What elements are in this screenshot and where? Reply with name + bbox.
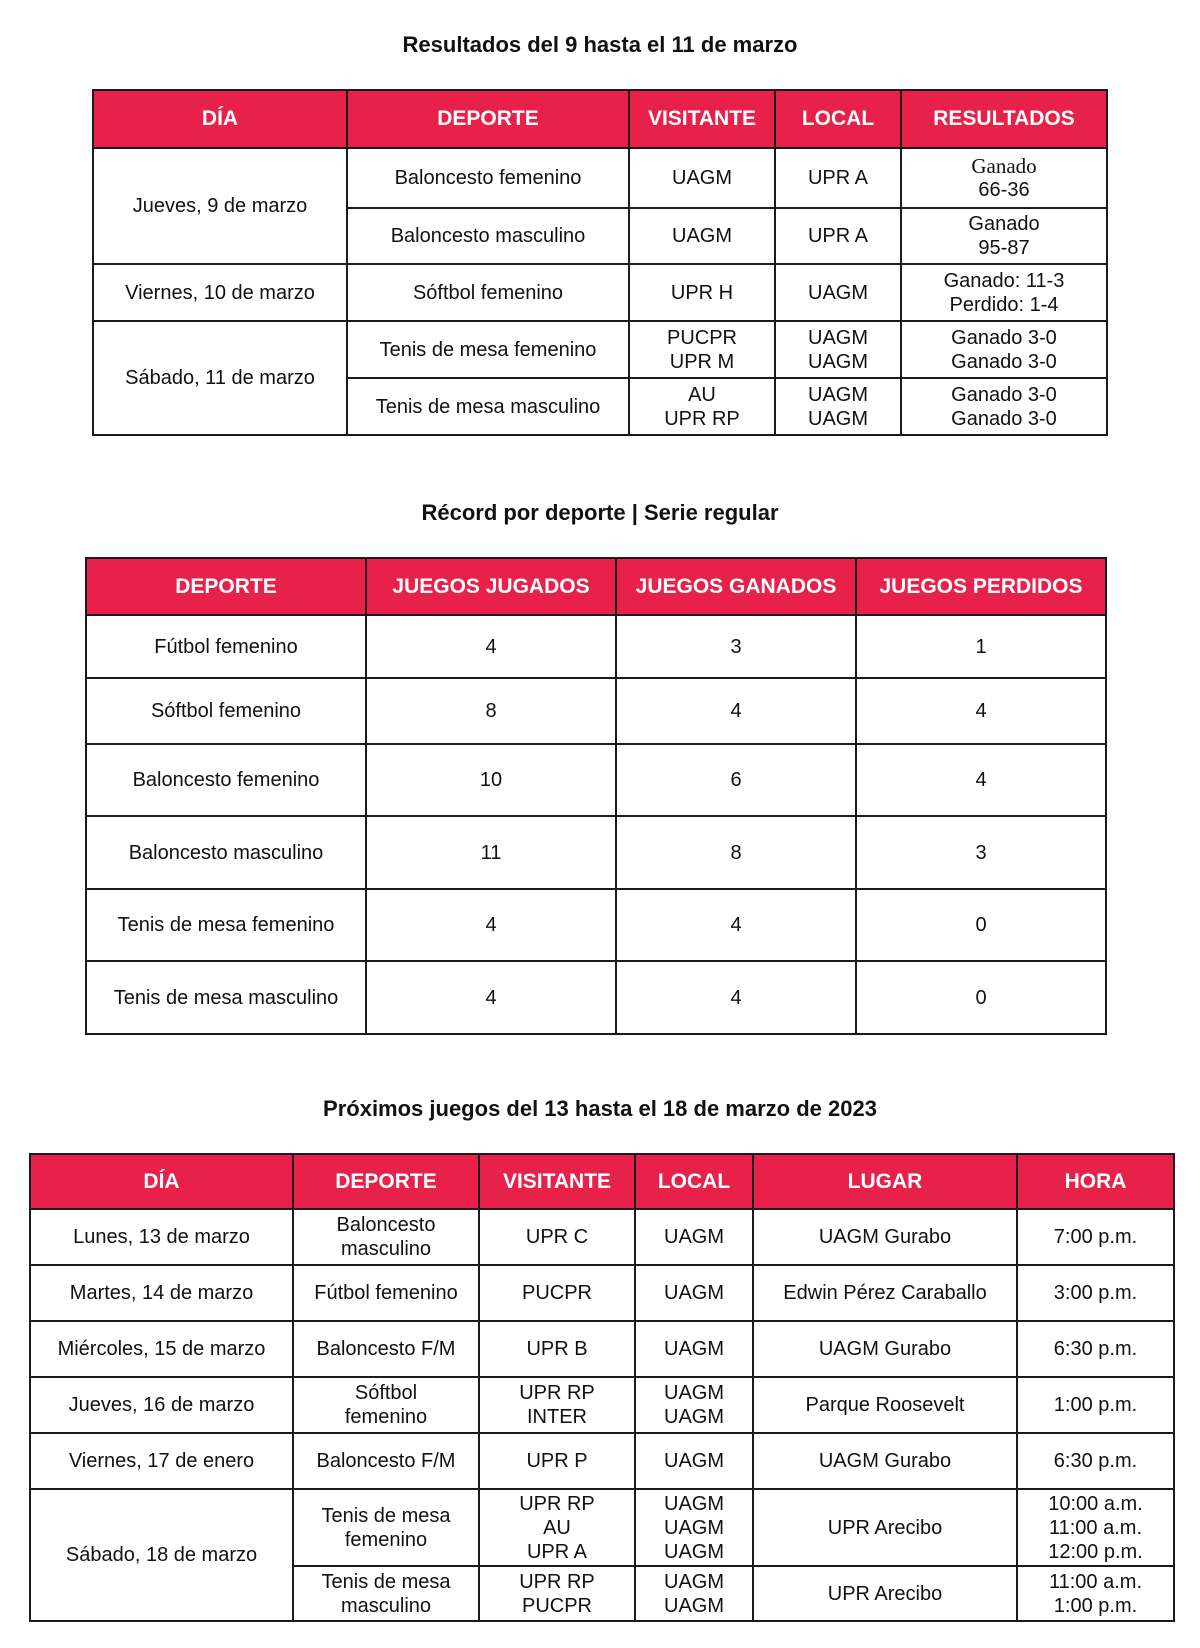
lost-cell: 4	[856, 678, 1106, 744]
local-line: UAGM	[664, 1406, 724, 1428]
time-cell: 3:00 p.m.	[1017, 1265, 1174, 1321]
record-title: Récord por deporte | Serie regular	[421, 500, 779, 525]
lost-cell: 1	[856, 615, 1106, 678]
local-cell: UAGM	[635, 1433, 753, 1489]
table-row	[30, 1209, 1174, 1265]
sport-cell: Fútbol femenino	[86, 615, 366, 678]
result-line: Ganado 3-0	[951, 326, 1057, 349]
local-cell: UAGM	[635, 1265, 753, 1321]
sport-cell: Tenis de mesa femenino	[347, 321, 629, 378]
time-line: 10:00 a.m.	[1048, 1492, 1143, 1515]
time-cell: 6:30 p.m.	[1017, 1433, 1174, 1489]
sport-line: Baloncesto	[336, 1214, 436, 1236]
day-cell: Martes, 14 de marzo	[30, 1265, 293, 1321]
record-header-lost: JUEGOS PERDIDOS	[856, 558, 1106, 615]
played-cell: 10	[366, 744, 616, 816]
sport-cell	[293, 1377, 479, 1433]
place-cell: Edwin Pérez Caraballo	[753, 1265, 1017, 1321]
visitor-line: UPR RP	[519, 1570, 595, 1593]
local-line: UAGM	[808, 326, 868, 349]
visitor-cell	[629, 321, 775, 378]
result-line: Ganado 3-0	[951, 383, 1057, 406]
day-cell: Viernes, 10 de marzo	[93, 264, 347, 321]
local-cell	[775, 321, 901, 378]
local-cell	[635, 1566, 753, 1621]
table-row	[30, 1433, 1174, 1489]
visitor-cell: UPR C	[479, 1209, 635, 1265]
table-row	[86, 744, 1106, 816]
sport-cell: Baloncesto femenino	[86, 744, 366, 816]
results-header-sport: DEPORTE	[347, 90, 629, 148]
local-cell	[635, 1377, 753, 1433]
place-cell: UAGM Gurabo	[753, 1433, 1017, 1489]
visitor-line: UPR RP	[664, 407, 740, 430]
result-line: Ganado	[971, 154, 1037, 178]
sport-line: Sóftbol	[354, 1382, 418, 1404]
visitor-line: UPR A	[526, 1540, 588, 1563]
visitor-cell	[479, 1489, 635, 1566]
visitor-line: UPR RP	[519, 1492, 595, 1515]
local-cell: UAGM	[635, 1209, 753, 1265]
sport-cell: Fútbol femenino	[293, 1265, 479, 1321]
won-cell: 6	[616, 744, 856, 816]
table-row	[93, 148, 1107, 208]
results-header-local: LOCAL	[775, 90, 901, 148]
record-header-row	[86, 558, 1106, 615]
record-header-won: JUEGOS GANADOS	[616, 558, 856, 615]
sport-cell	[293, 1566, 479, 1621]
time-line: 12:00 p.m.	[1048, 1540, 1143, 1563]
sport-cell	[293, 1489, 479, 1566]
time-cell: 1:00 p.m.	[1017, 1377, 1174, 1433]
result-line: 95-87	[978, 237, 1030, 259]
table-row	[30, 1321, 1174, 1377]
lost-cell: 4	[856, 744, 1106, 816]
sport-line: femenino	[344, 1528, 428, 1551]
visitor-line: UPR M	[669, 350, 735, 373]
played-cell: 4	[366, 889, 616, 961]
results-table	[92, 89, 1108, 436]
table-row	[86, 615, 1106, 678]
local-cell	[635, 1489, 753, 1566]
played-cell: 4	[366, 615, 616, 678]
local-cell: UAGM	[775, 264, 901, 321]
place-cell: UAGM Gurabo	[753, 1321, 1017, 1377]
sport-cell: Baloncesto femenino	[347, 148, 629, 208]
played-cell: 11	[366, 816, 616, 889]
result-cell	[901, 321, 1107, 378]
won-cell: 8	[616, 816, 856, 889]
sport-cell: Baloncesto masculino	[347, 208, 629, 264]
time-cell	[1017, 1566, 1174, 1621]
table-row	[30, 1377, 1174, 1433]
local-line: UAGM	[664, 1492, 724, 1515]
results-title: Resultados del 9 hasta el 11 de marzo	[402, 32, 798, 57]
result-line: Ganado: 11-3	[943, 269, 1065, 292]
day-cell: Jueves, 16 de marzo	[30, 1377, 293, 1433]
visitor-cell	[479, 1566, 635, 1621]
table-row	[86, 961, 1106, 1034]
place-cell: UPR Arecibo	[753, 1566, 1017, 1621]
time-line: 11:00 a.m.	[1048, 1570, 1143, 1593]
results-section	[0, 32, 1200, 58]
sport-cell	[293, 1209, 479, 1265]
table-row	[30, 1265, 1174, 1321]
day-cell: Lunes, 13 de marzo	[30, 1209, 293, 1265]
result-line: Perdido: 1-4	[949, 293, 1059, 316]
upcoming-header-time: HORA	[1017, 1154, 1174, 1209]
sport-cell: Sóftbol femenino	[86, 678, 366, 744]
local-line: UAGM	[664, 1594, 724, 1617]
result-cell	[901, 148, 1107, 208]
result-line: Ganado	[968, 213, 1040, 235]
visitor-cell	[629, 378, 775, 435]
table-row	[86, 889, 1106, 961]
result-cell	[901, 208, 1107, 264]
sport-line: masculino	[340, 1594, 432, 1617]
local-line: UAGM	[664, 1516, 724, 1539]
upcoming-header-local: LOCAL	[635, 1154, 753, 1209]
place-cell: Parque Roosevelt	[753, 1377, 1017, 1433]
upcoming-header-visitor: VISITANTE	[479, 1154, 635, 1209]
results-header-day: DÍA	[93, 90, 347, 148]
day-cell: Jueves, 9 de marzo	[93, 148, 347, 264]
upcoming-table	[29, 1153, 1175, 1622]
results-header-result: RESULTADOS	[901, 90, 1107, 148]
local-line: UAGM	[808, 350, 868, 373]
result-line: Ganado 3-0	[951, 407, 1057, 430]
table-row	[86, 816, 1106, 889]
local-line: UAGM	[808, 407, 868, 430]
day-cell: Miércoles, 15 de marzo	[30, 1321, 293, 1377]
won-cell: 3	[616, 615, 856, 678]
results-header-row	[93, 90, 1107, 148]
local-cell: UPR A	[775, 148, 901, 208]
sport-cell: Baloncesto masculino	[86, 816, 366, 889]
visitor-cell: PUCPR	[479, 1265, 635, 1321]
visitor-cell: UPR P	[479, 1433, 635, 1489]
local-line: UAGM	[664, 1540, 724, 1563]
sport-cell: Tenis de mesa masculino	[347, 378, 629, 435]
local-cell: UAGM	[635, 1321, 753, 1377]
won-cell: 4	[616, 678, 856, 744]
day-cell: Viernes, 17 de enero	[30, 1433, 293, 1489]
upcoming-header-row	[30, 1154, 1174, 1209]
sport-line: Tenis de mesa	[321, 1570, 451, 1593]
sport-cell: Tenis de mesa femenino	[86, 889, 366, 961]
upcoming-header-sport: DEPORTE	[293, 1154, 479, 1209]
local-cell	[775, 378, 901, 435]
record-header-played: JUEGOS JUGADOS	[366, 558, 616, 615]
won-cell: 4	[616, 961, 856, 1034]
result-cell	[901, 264, 1107, 321]
place-cell: UPR Arecibo	[753, 1489, 1017, 1566]
upcoming-header-place: LUGAR	[753, 1154, 1017, 1209]
lost-cell: 0	[856, 889, 1106, 961]
time-line: 11:00 a.m.	[1048, 1516, 1143, 1539]
local-line: UAGM	[664, 1382, 724, 1404]
record-header-sport: DEPORTE	[86, 558, 366, 615]
lost-cell: 3	[856, 816, 1106, 889]
visitor-cell	[479, 1377, 635, 1433]
sport-cell: Tenis de mesa masculino	[86, 961, 366, 1034]
visitor-cell: UPR H	[629, 264, 775, 321]
sport-cell: Sóftbol femenino	[347, 264, 629, 321]
visitor-cell: UAGM	[629, 208, 775, 264]
results-header-visitor: VISITANTE	[629, 90, 775, 148]
visitor-line: UPR RP	[519, 1382, 595, 1404]
record-table	[85, 557, 1107, 1035]
played-cell: 4	[366, 961, 616, 1034]
day-cell: Sábado, 18 de marzo	[30, 1489, 293, 1621]
sport-line: femenino	[344, 1406, 428, 1428]
visitor-line: PUCPR	[666, 326, 737, 349]
sport-line: masculino	[340, 1238, 432, 1260]
record-section	[0, 500, 1200, 526]
result-line: 66-36	[978, 179, 1030, 201]
time-cell: 6:30 p.m.	[1017, 1321, 1174, 1377]
visitor-line: INTER	[527, 1406, 587, 1428]
time-cell: 7:00 p.m.	[1017, 1209, 1174, 1265]
time-line: 1:00 p.m.	[1053, 1594, 1138, 1617]
local-cell: UPR A	[775, 208, 901, 264]
sport-cell: Baloncesto F/M	[293, 1321, 479, 1377]
won-cell: 4	[616, 889, 856, 961]
result-line: Ganado 3-0	[951, 350, 1057, 373]
table-row	[93, 264, 1107, 321]
table-row	[93, 321, 1107, 378]
upcoming-header-day: DÍA	[30, 1154, 293, 1209]
visitor-line: AU	[688, 383, 716, 406]
day-cell: Sábado, 11 de marzo	[93, 321, 347, 435]
sport-line: Tenis de mesa	[321, 1504, 451, 1527]
place-cell: UAGM Gurabo	[753, 1209, 1017, 1265]
local-line: UAGM	[808, 383, 868, 406]
local-line: UAGM	[664, 1570, 724, 1593]
table-row	[86, 678, 1106, 744]
upcoming-section	[0, 1096, 1200, 1122]
visitor-cell: UPR B	[479, 1321, 635, 1377]
visitor-line: PUCPR	[521, 1594, 592, 1617]
visitor-cell: UAGM	[629, 148, 775, 208]
visitor-line: AU	[543, 1516, 571, 1539]
upcoming-title: Próximos juegos del 13 hasta el 18 de marzo de 2023	[323, 1096, 877, 1121]
played-cell: 8	[366, 678, 616, 744]
time-cell	[1017, 1489, 1174, 1566]
sport-cell: Baloncesto F/M	[293, 1433, 479, 1489]
table-row	[30, 1489, 1174, 1566]
lost-cell: 0	[856, 961, 1106, 1034]
result-cell	[901, 378, 1107, 435]
